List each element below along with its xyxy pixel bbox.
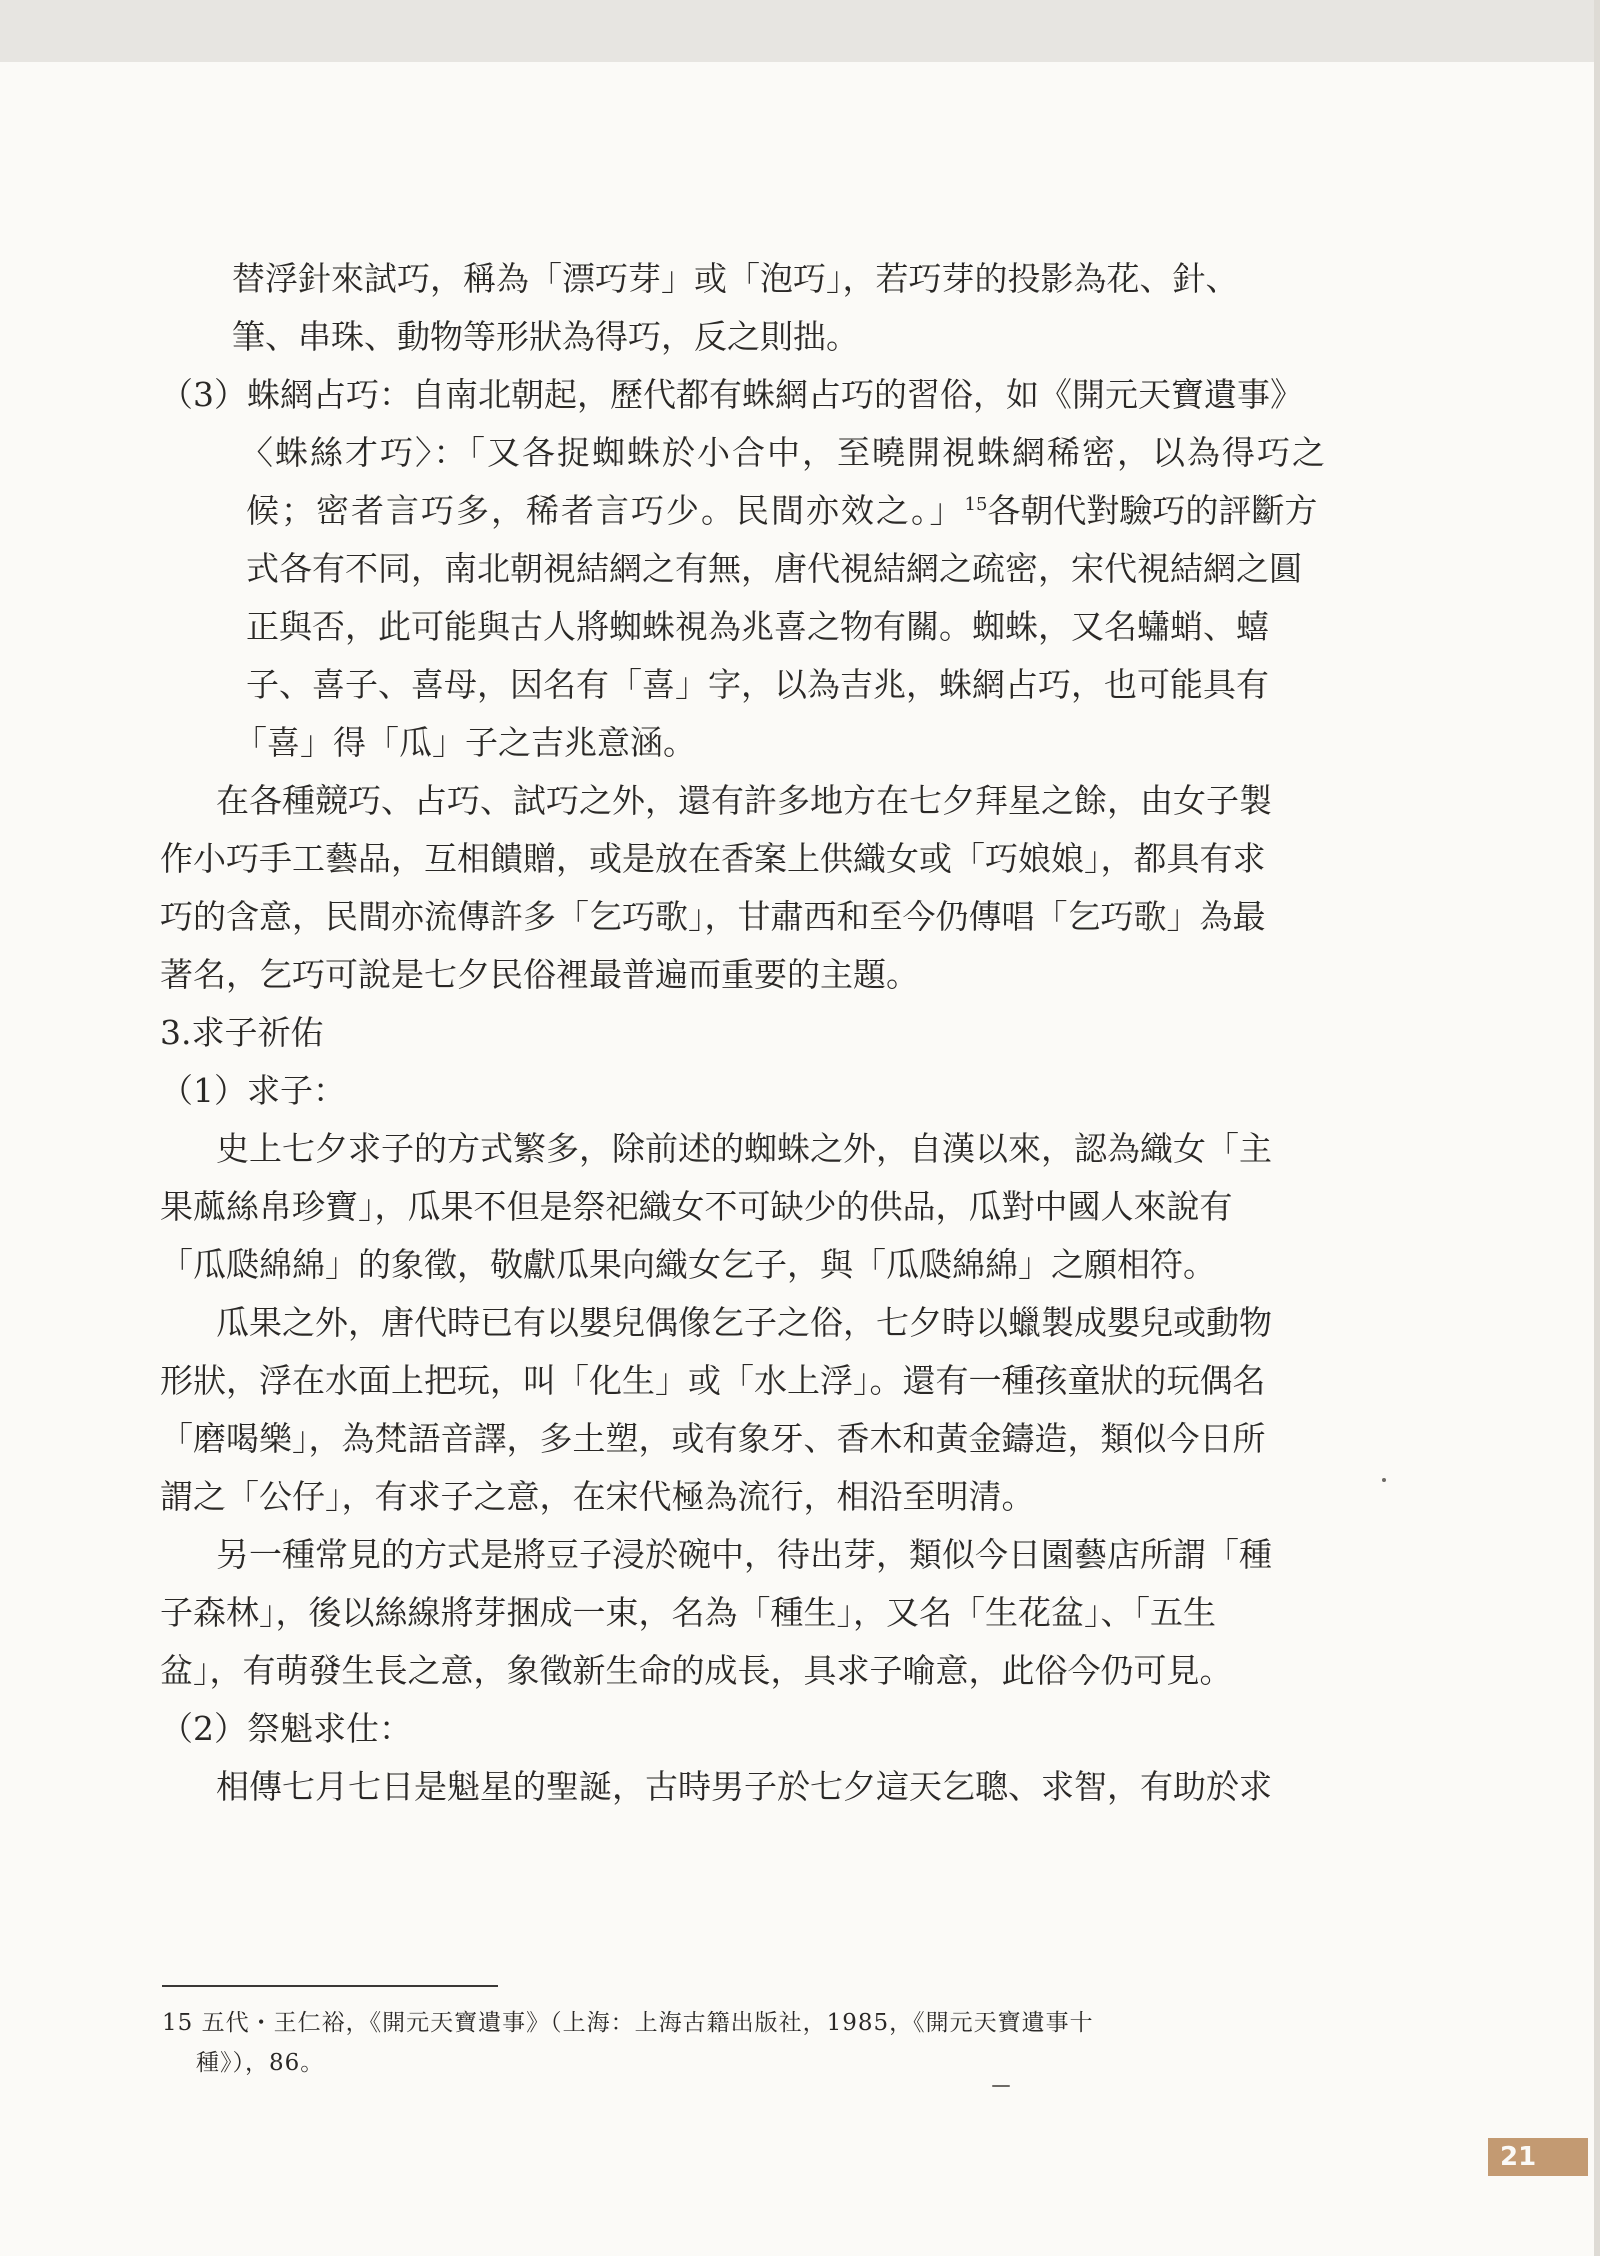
footnote-line: 種》），86。 xyxy=(196,2050,325,2076)
scan-speck xyxy=(1382,1478,1386,1482)
text-line: 「磨喝樂」，為梵語音譯，多土塑，或有象牙、香木和黃金鑄造，類似今日所 xyxy=(160,1419,1266,1458)
text-line: 巧的含意，民間亦流傳許多「乞巧歌」，甘肅西和至今仍傳唱「乞巧歌」為最 xyxy=(160,897,1266,936)
list-item-heading: （3）蛛網占巧：自南北朝起，歷代都有蛛網占巧的習俗，如《開元天寶遺事》 xyxy=(160,375,1303,414)
scan-top-margin xyxy=(0,0,1600,62)
paragraph-start: 瓜果之外，唐代時已有以嬰兒偶像乞子之俗，七夕時以蠟製成嬰兒或動物 xyxy=(216,1303,1272,1342)
text-line: 盆」，有萌發生長之意，象徵新生命的成長，具求子喻意，此俗今仍可見。 xyxy=(160,1651,1233,1690)
footnote-ref: 15 xyxy=(964,494,988,515)
section-heading: 3.求子祈佑 xyxy=(160,1013,324,1052)
text-line: 筆、串珠、動物等形狀為得巧，反之則拙。 xyxy=(232,317,859,356)
paragraph-start: 另一種常見的方式是將豆子浸於碗中，待出芽，類似今日園藝店所謂「種 xyxy=(216,1535,1272,1574)
text-line: 式各有不同，南北朝視結網之有無，唐代視結網之疏密，宋代視結網之圓 xyxy=(246,549,1302,588)
text-line: 「喜」得「瓜」子之吉兆意涵。 xyxy=(234,723,696,762)
text-line: 替浮針來試巧，稱為「漂巧芽」或「泡巧」，若巧芽的投影為花、針、 xyxy=(232,259,1239,298)
scan-right-edge xyxy=(1594,0,1600,2256)
paragraph-start: 在各種競巧、占巧、試巧之外，還有許多地方在七夕拜星之餘，由女子製 xyxy=(216,781,1272,820)
text-line: 正與否，此可能與古人將蜘蛛視為兆喜之物有關。蜘蛛，又名蠨蛸、蟢 xyxy=(246,607,1269,646)
list-item-heading: （2）祭魁求仕： xyxy=(160,1709,412,1748)
text-line: 子森林」，後以絲線將芽捆成一束，名為「種生」，又名「生花盆」、「五生 xyxy=(160,1593,1216,1632)
footnote-line: 15 五代・王仁裕，《開元天寶遺事》（上海：上海古籍出版社，1985，《開元天寶遺事十 xyxy=(162,2010,1094,2036)
text-line: 「瓜瓞綿綿」的象徵，敬獻瓜果向織女乞子，與「瓜瓞綿綿」之願相符。 xyxy=(160,1245,1216,1284)
text-line: 謂之「公仔」，有求子之意，在宋代極為流行，相沿至明清。 xyxy=(160,1477,1035,1516)
list-item-heading: （1）求子： xyxy=(160,1071,346,1110)
text-line: 果蓏絲帛珍寶」，瓜果不但是祭祀織女不可缺少的供品，瓜對中國人來說有 xyxy=(160,1187,1233,1226)
text-span: 各朝代對驗巧的評斷方 xyxy=(987,491,1318,530)
quote-text: 候；密者言巧多，稀者言巧少。民間亦效之。」 xyxy=(246,491,965,530)
page-number: 21 xyxy=(1488,2138,1588,2176)
footnote-rule xyxy=(162,1985,498,1987)
paragraph-start: 史上七夕求子的方式繁多，除前述的蜘蛛之外，自漢以來，認為織女「主 xyxy=(216,1129,1272,1168)
paragraph-start: 相傳七月七日是魁星的聖誕，古時男子於七夕這天乞聰、求智，有助於求 xyxy=(216,1767,1272,1806)
scan-speck xyxy=(992,2085,1010,2087)
text-line: 〈蛛絲才巧〉：「又各捉蜘蛛於小合中，至曉開視蛛網稀密，以為得巧之 xyxy=(240,433,1327,472)
text-line: 子、喜子、喜母，因名有「喜」字，以為吉兆，蛛網占巧，也可能具有 xyxy=(246,665,1269,704)
text-line: 著名，乞巧可說是七夕民俗裡最普遍而重要的主題。 xyxy=(160,955,919,994)
text-line: 形狀，浮在水面上把玩，叫「化生」或「水上浮」。還有一種孩童狀的玩偶名 xyxy=(160,1361,1266,1400)
body-text xyxy=(160,250,1340,1816)
footnote xyxy=(162,2003,1342,2083)
text-line xyxy=(160,482,1340,540)
text-line: 作小巧手工藝品，互相饋贈，或是放在香案上供織女或「巧娘娘」，都具有求 xyxy=(160,839,1266,878)
